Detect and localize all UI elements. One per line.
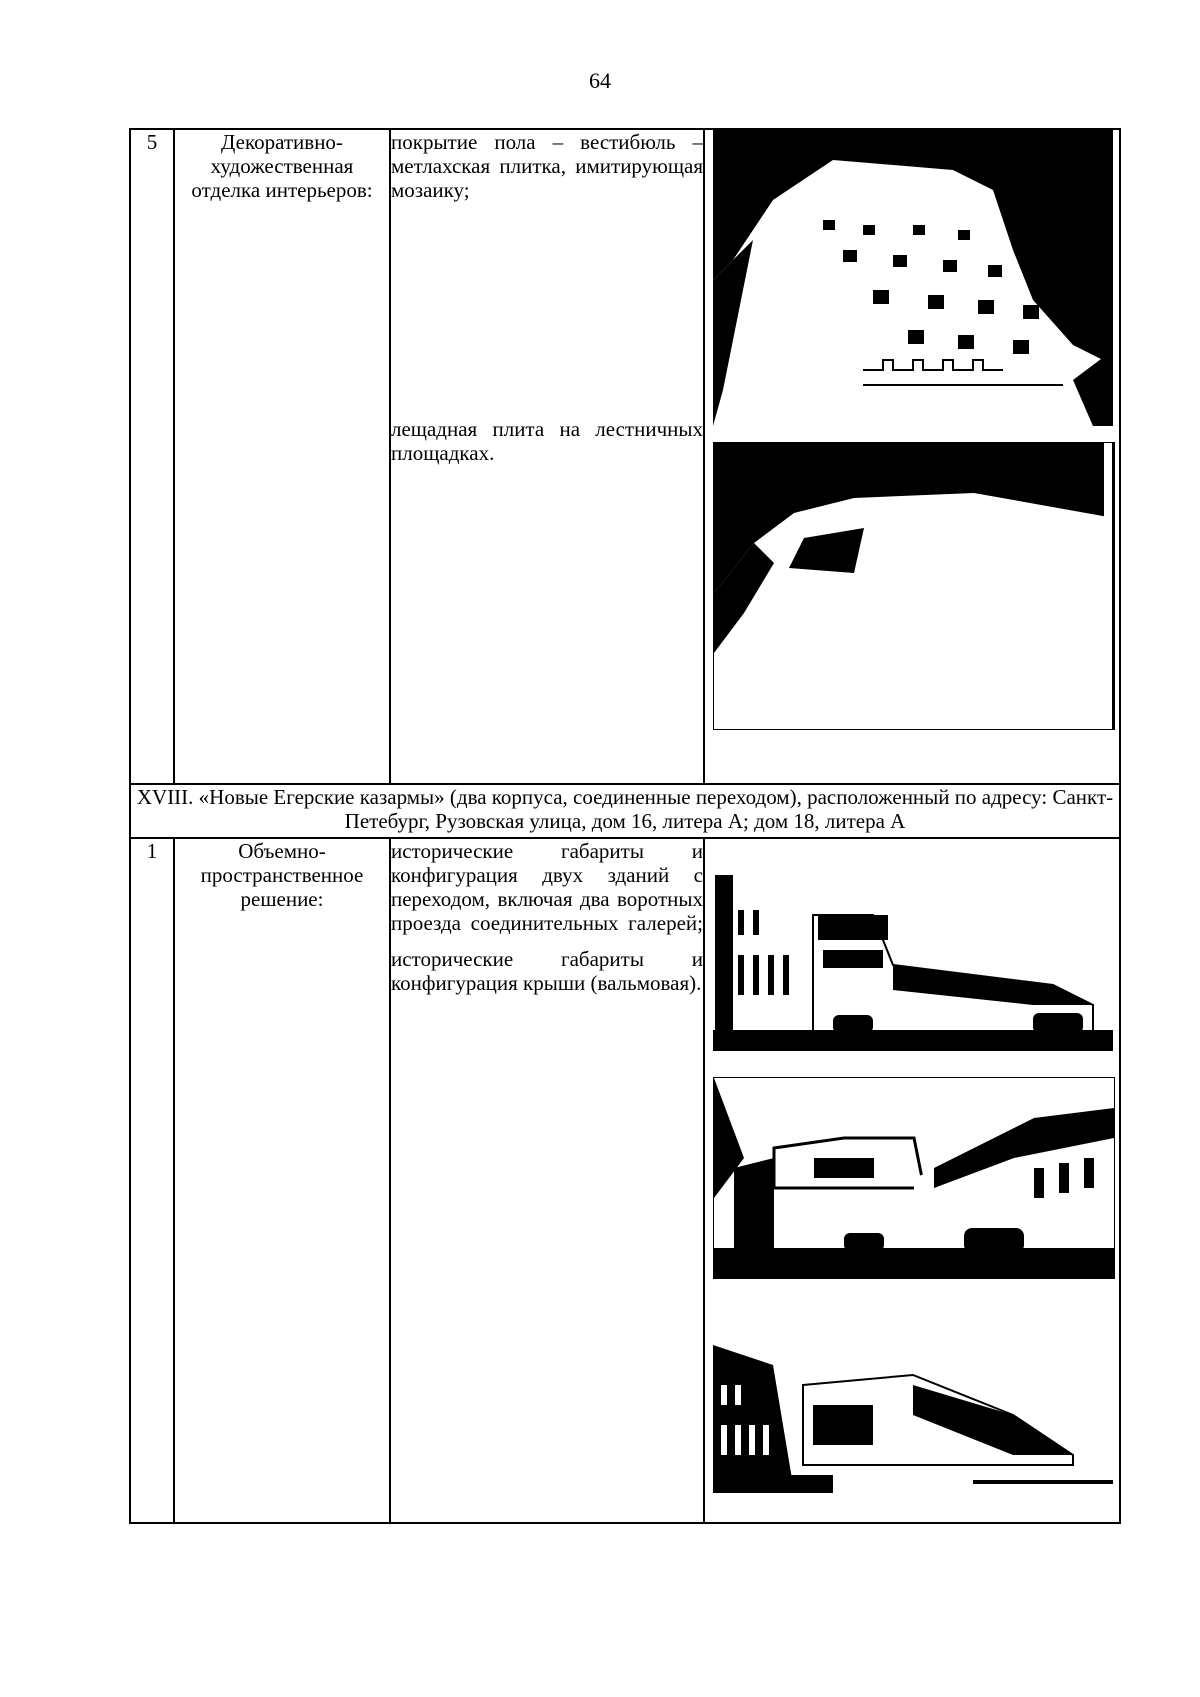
photo-cell <box>704 838 1120 1523</box>
description-paragraph: лещадная плита на лестничных площадках. <box>391 417 703 465</box>
table-row <box>130 838 1120 1523</box>
element-description <box>390 129 704 784</box>
protection-subject-table <box>129 128 1121 1524</box>
section-header-row <box>130 784 1120 838</box>
description-paragraph: исторические габариты и конфигурация двух зданий с переходом, включая два воротных проезда соединительных галерей; <box>391 839 703 935</box>
row-number: 1 <box>130 838 174 1523</box>
building-street-photo-1 <box>713 855 1113 1051</box>
building-street-photo-3 <box>713 1305 1113 1505</box>
photo-cell <box>704 129 1120 784</box>
element-description <box>390 838 704 1523</box>
landing-floor-photo <box>713 442 1115 730</box>
vestibule-floor-photo <box>713 130 1113 426</box>
element-name: Объемно-пространственное решение: <box>174 838 390 1523</box>
page-number: 64 <box>589 68 611 93</box>
table-row <box>130 129 1120 784</box>
description-paragraph: исторические габариты и конфигурация крыши (вальмовая). <box>391 947 703 995</box>
building-street-photo-2 <box>713 1077 1115 1279</box>
description-paragraph: покрытие пола – вестибюль – метлахская плитка, имитирующая мозаику; <box>391 130 703 202</box>
element-name: Декоративно-художественная отделка интерьеров: <box>174 129 390 784</box>
row-number: 5 <box>130 129 174 784</box>
section-title: XVIII. «Новые Егерские казармы» (два корпуса, соединенные переходом), расположенный по адресу: Санкт-Петебург, Рузовская улица, дом 16, литера А; дом 18, литера А <box>130 784 1120 838</box>
